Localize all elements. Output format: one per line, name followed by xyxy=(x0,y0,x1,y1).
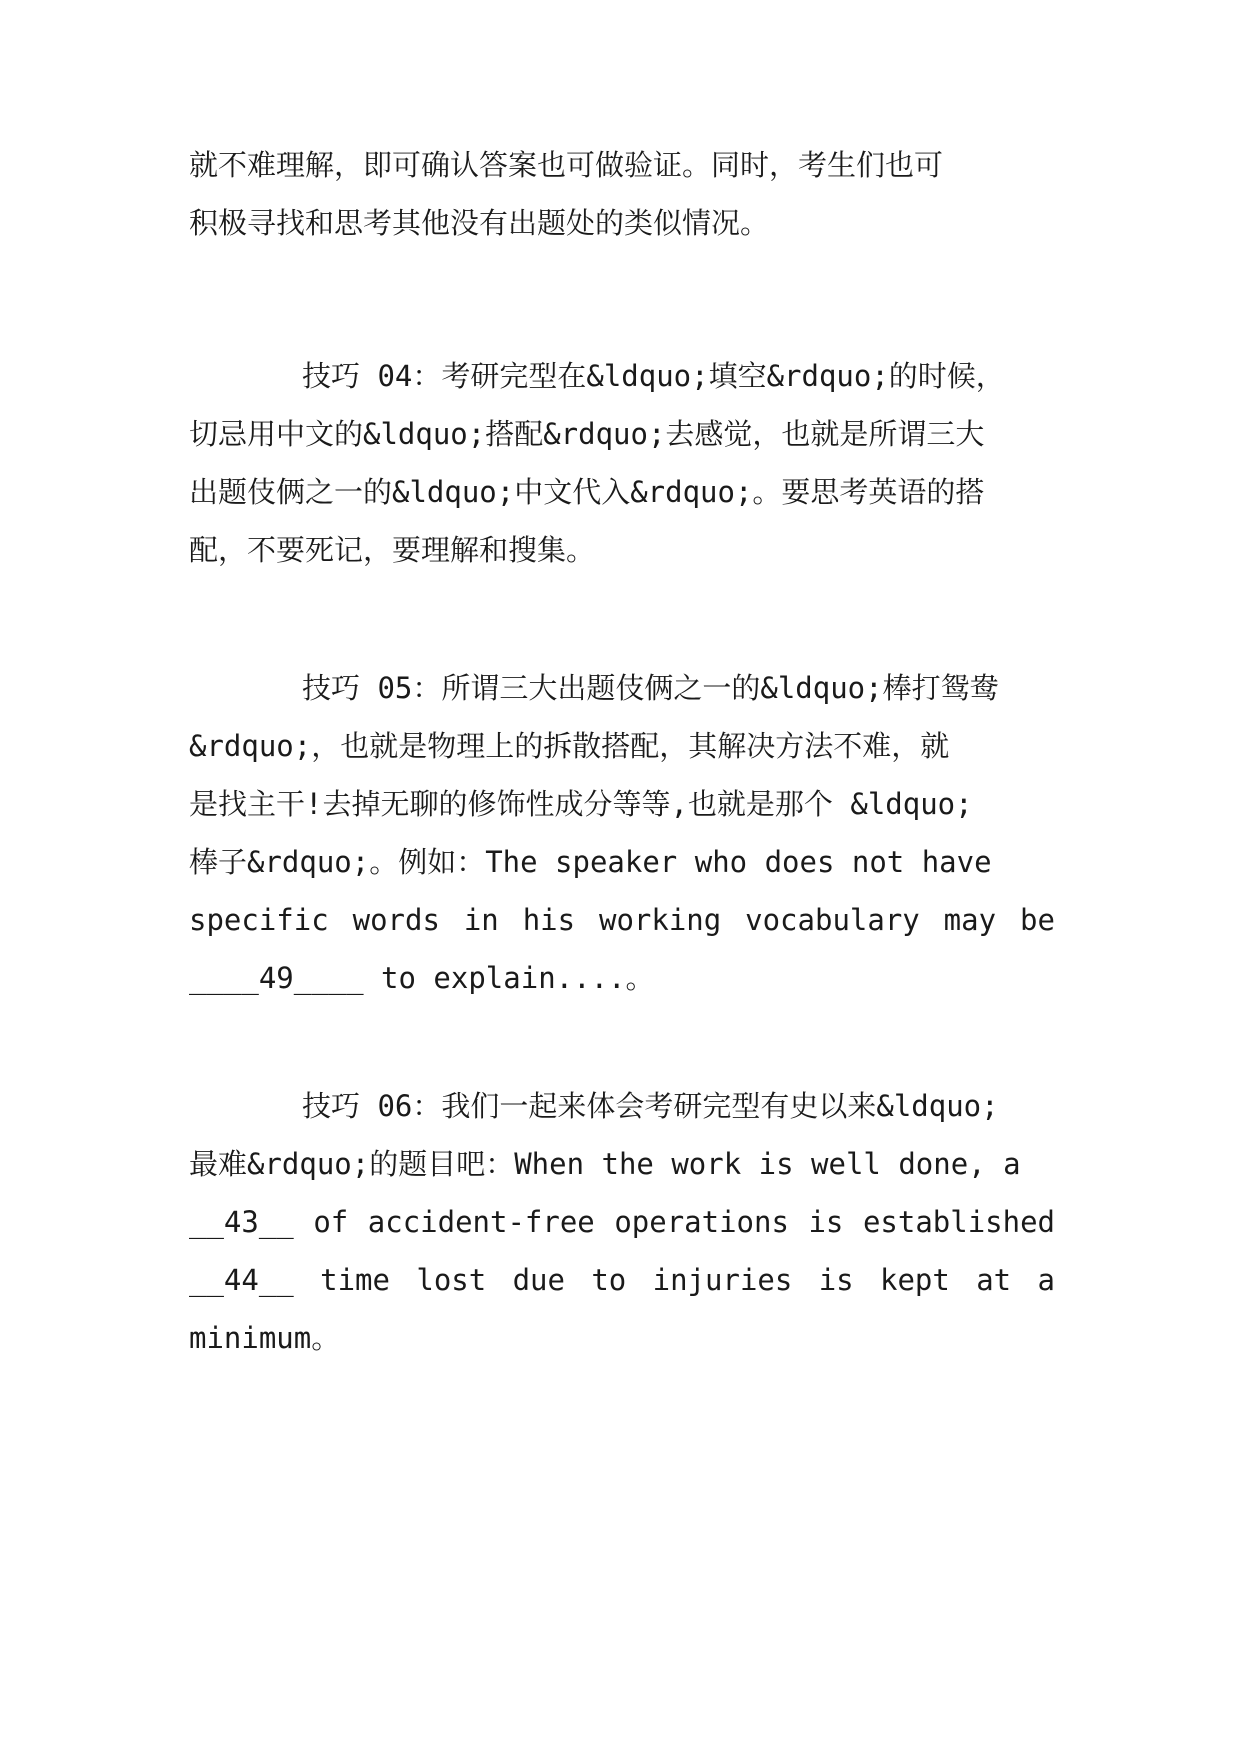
word: may xyxy=(943,903,997,937)
word: is xyxy=(808,1205,844,1239)
text-line: 棒子&rdquo;。例如：The speaker who does not have xyxy=(189,845,992,879)
text-line: minimum。 xyxy=(189,1321,341,1355)
word: due xyxy=(512,1263,565,1297)
text-line: 出题伎俩之一的&ldquo;中文代入&rdquo;。要思考英语的搭 xyxy=(189,475,985,509)
word: in xyxy=(463,903,499,937)
text-line: 切忌用中文的&ldquo;搭配&rdquo;去感觉，也就是所谓三大 xyxy=(189,417,985,451)
word: accident-free xyxy=(367,1205,595,1239)
tip-heading-line: 技巧 04：考研完型在&ldquo;填空&rdquo;的时候， xyxy=(302,359,1005,393)
word: of xyxy=(313,1205,349,1239)
word: is xyxy=(818,1263,854,1297)
word: specific xyxy=(189,903,329,937)
text-line: 最难&rdquo;的题目吧：When the work is well done, a xyxy=(189,1147,1021,1181)
text-line: &rdquo;，也就是物理上的拆散搭配，其解决方法不难，就 xyxy=(189,729,950,763)
tip-heading-line: 技巧 05：所谓三大出题伎俩之一的&ldquo;棒打鸳鸯 xyxy=(302,671,999,705)
word: vocabulary xyxy=(745,903,920,937)
word: words xyxy=(352,903,440,937)
word: at xyxy=(976,1263,1012,1297)
text-line: ____49____ to explain....。 xyxy=(189,961,655,995)
paragraph-intro xyxy=(189,136,1055,252)
word: a xyxy=(1037,1263,1055,1297)
text-line: 就不难理解，即可确认答案也可做验证。同时，考生们也可 xyxy=(189,148,944,182)
word: working xyxy=(599,903,722,937)
text-line xyxy=(189,891,1055,949)
word: established xyxy=(862,1205,1055,1239)
word: his xyxy=(522,903,576,937)
word: be xyxy=(1019,903,1055,937)
text-line xyxy=(189,1251,1055,1309)
paragraph-tip-04 xyxy=(189,347,1055,579)
text-line: 配，不要死记，要理解和搜集。 xyxy=(189,533,596,567)
word: to xyxy=(591,1263,627,1297)
word: __44__ xyxy=(189,1263,294,1297)
word: time xyxy=(320,1263,390,1297)
text-line: 是找主干!去掉无聊的修饰性成分等等,也就是那个 &ldquo; xyxy=(189,787,973,821)
paragraph-tip-06 xyxy=(189,1077,1055,1367)
word: injuries xyxy=(652,1263,793,1297)
word: kept xyxy=(880,1263,950,1297)
text-line xyxy=(189,1193,1055,1251)
tip-heading-line: 技巧 06：我们一起来体会考研完型有史以来&ldquo; xyxy=(302,1089,999,1123)
paragraph-tip-05 xyxy=(189,659,1055,1007)
word: operations xyxy=(614,1205,789,1239)
word: lost xyxy=(416,1263,487,1297)
word: __43__ xyxy=(189,1205,294,1239)
text-line: 积极寻找和思考其他没有出题处的类似情况。 xyxy=(189,206,770,240)
